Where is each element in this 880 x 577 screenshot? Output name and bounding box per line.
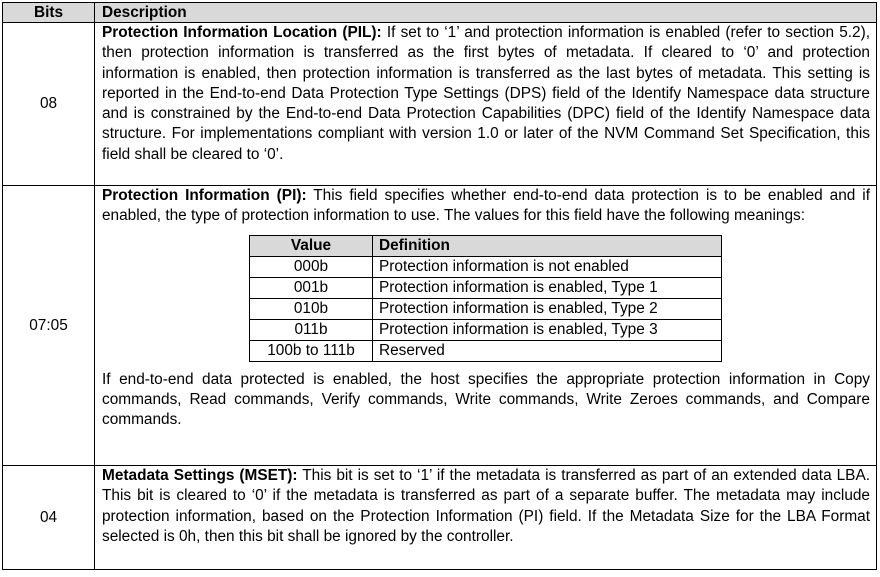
value-column-header: Value [250, 235, 373, 256]
definition-cell: Protection information is enabled, Type 1 [373, 277, 722, 298]
field-definition-table [2, 2, 877, 570]
table-header-row [3, 3, 877, 23]
description-paragraph: If end-to-end data protected is enabled, the host specifies the appropriate protection information in Copy commands, Read commands, Verify commands, Write commands, Write Zeroes commands, and Compare commands. [102, 370, 870, 429]
field-description: If set to ‘1’ and protection information is enabled (refer to section 5.2), then protection information is transferred as the first bytes of metadata. If cleared to ‘0’ and protection information is enabled, then protection information is transferred as the last bytes of metadata. This setting is reported in the End-to-end Data Protection Type Settings (DPS) field of the Identify Namespace data structure and is constrained by the End-to-end Data Protection Capabilities (DPC) field of the Identify Namespace data structure. For implementations compliant with version 1.0 or later of the NVM Command Set Specification, this field shall be cleared to ‘0’. [102, 24, 870, 163]
inner-table-row [250, 319, 722, 340]
definition-cell: Protection information is not enabled [373, 256, 722, 277]
inner-table-row [250, 298, 722, 319]
bits-cell: 08 [3, 23, 95, 186]
field-description: This bit is set to ‘1’ if the metadata is transferred as part of an extended data LBA. This bit is cleared to ‘0’ if the metadata is transferred as part of a separate buffer. The metadata may include protection information, based on the Protection Information (PI) field. If the Metadata Size for the LBA Format selected is 0h, then this bit shall be ignored by the controller. [102, 467, 870, 545]
field-name: Protection Information (PI): [102, 187, 307, 204]
table-row-pi [3, 186, 877, 466]
description-paragraph [102, 466, 870, 547]
value-cell: 011b [250, 319, 373, 340]
value-cell: 001b [250, 277, 373, 298]
value-cell: 100b to 111b [250, 340, 373, 361]
description-paragraph [102, 186, 870, 227]
description-cell [95, 186, 877, 466]
pi-values-table [249, 235, 722, 362]
field-name: Protection Information Location (PIL): [102, 24, 382, 41]
value-cell: 010b [250, 298, 373, 319]
bits-cell: 04 [3, 466, 95, 570]
description-cell [95, 23, 877, 186]
definition-cell: Reserved [373, 340, 722, 361]
table-row-pil [3, 23, 877, 186]
definition-cell: Protection information is enabled, Type 2 [373, 298, 722, 319]
field-description: This field specifies whether end-to-end data protection is to be enabled and if enabled, the type of protection information to use. The values for this field have the following meanings: [102, 187, 870, 225]
definition-cell: Protection information is enabled, Type 3 [373, 319, 722, 340]
bits-column-header: Bits [3, 3, 95, 23]
field-name: Metadata Settings (MSET): [102, 467, 298, 484]
description-column-header: Description [95, 3, 877, 23]
bits-cell: 07:05 [3, 186, 95, 466]
inner-header-row [250, 235, 722, 256]
description-paragraph [102, 23, 870, 165]
value-cell: 000b [250, 256, 373, 277]
inner-table-row [250, 277, 722, 298]
description-cell [95, 466, 877, 570]
inner-table-row [250, 340, 722, 361]
definition-column-header: Definition [373, 235, 722, 256]
table-row-mset [3, 466, 877, 570]
inner-table-row [250, 256, 722, 277]
